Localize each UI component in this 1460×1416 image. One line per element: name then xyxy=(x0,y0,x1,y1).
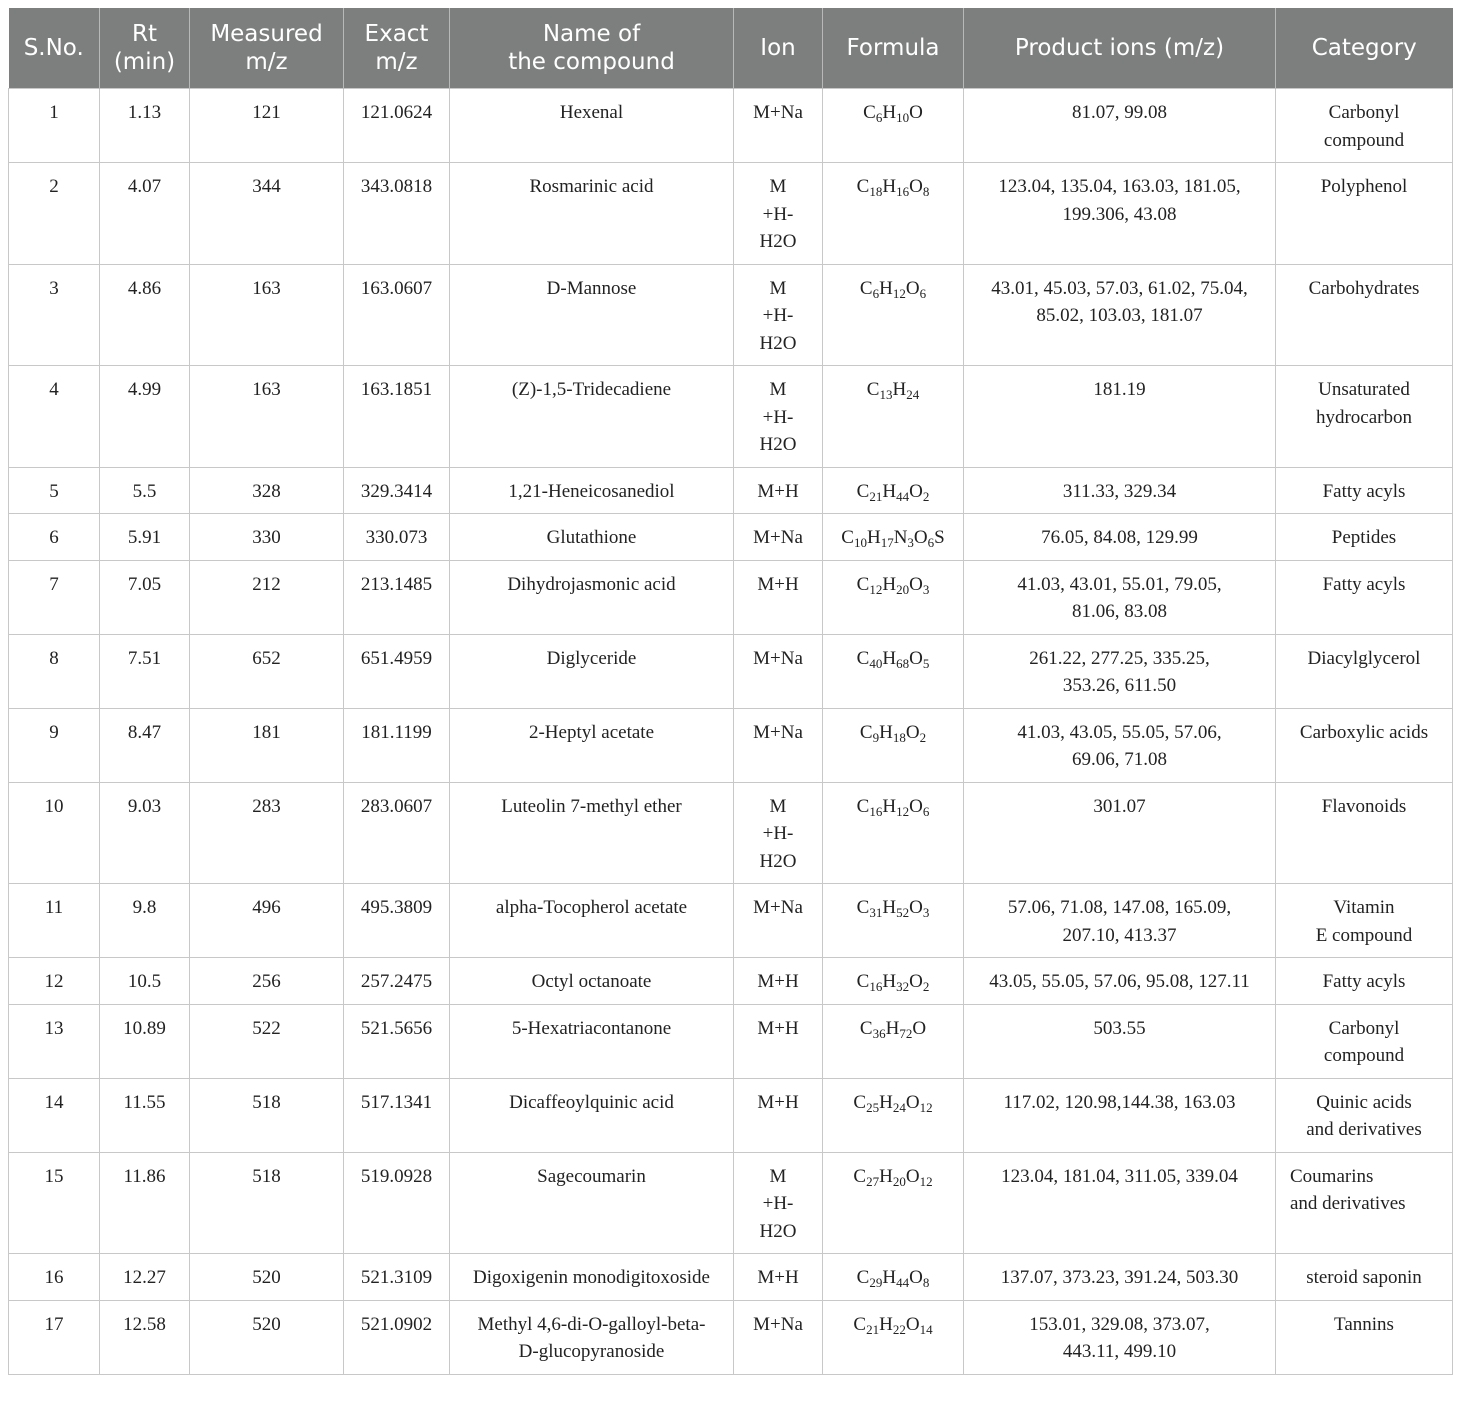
table-row xyxy=(9,514,1453,561)
cell-sno: 2 xyxy=(9,163,100,265)
table-row xyxy=(9,782,1453,884)
cell-exact: 521.5656 xyxy=(344,1004,450,1078)
cell-rt: 4.99 xyxy=(100,366,190,468)
cell-sno: 17 xyxy=(9,1300,100,1374)
cell-product-ions: 503.55 xyxy=(964,1004,1276,1078)
cell-category: Quinic acids and derivatives xyxy=(1276,1078,1453,1152)
cell-product-ions: 123.04, 135.04, 163.03, 181.05, 199.306, 43.08 xyxy=(964,163,1276,265)
cell-rt: 11.55 xyxy=(100,1078,190,1152)
cell-product-ions: 153.01, 329.08, 373.07, 443.11, 499.10 xyxy=(964,1300,1276,1374)
cell-category: Carbohydrates xyxy=(1276,264,1453,366)
cell-category: Flavonoids xyxy=(1276,782,1453,884)
cell-measured: 330 xyxy=(190,514,344,561)
cell-exact: 517.1341 xyxy=(344,1078,450,1152)
cell-exact: 163.1851 xyxy=(344,366,450,468)
cell-sno: 9 xyxy=(9,708,100,782)
cell-name: alpha-Tocopherol acetate xyxy=(450,884,734,958)
cell-rt: 12.58 xyxy=(100,1300,190,1374)
cell-rt: 1.13 xyxy=(100,89,190,163)
column-header-measured: Measured m/z xyxy=(190,8,344,89)
table-row xyxy=(9,1300,1453,1374)
cell-category: Carboxylic acids xyxy=(1276,708,1453,782)
cell-measured: 212 xyxy=(190,560,344,634)
cell-measured: 283 xyxy=(190,782,344,884)
cell-ion: M +H- H2O xyxy=(734,1152,823,1254)
cell-name: 2-Heptyl acetate xyxy=(450,708,734,782)
table-row xyxy=(9,366,1453,468)
cell-formula: $C_{13}H_{24}$ xyxy=(823,366,964,468)
cell-ion: M+Na xyxy=(734,1300,823,1374)
cell-formula: $C_{36}H_{72}O$ xyxy=(823,1004,964,1078)
cell-category: Polyphenol xyxy=(1276,163,1453,265)
cell-formula: $C_6H_{10}O$ xyxy=(823,89,964,163)
cell-measured: 163 xyxy=(190,366,344,468)
cell-product-ions: 137.07, 373.23, 391.24, 503.30 xyxy=(964,1254,1276,1301)
cell-category: Peptides xyxy=(1276,514,1453,561)
cell-ion: M +H- H2O xyxy=(734,366,823,468)
table-row xyxy=(9,1254,1453,1301)
cell-sno: 13 xyxy=(9,1004,100,1078)
cell-exact: 163.0607 xyxy=(344,264,450,366)
column-header-ion: Ion xyxy=(734,8,823,89)
cell-formula: $C_9H_{18}O_2$ xyxy=(823,708,964,782)
cell-name: Methyl 4,6-di-O-galloyl-beta- D-glucopyranoside xyxy=(450,1300,734,1374)
cell-product-ions: 301.07 xyxy=(964,782,1276,884)
column-header-name: Name of the compound xyxy=(450,8,734,89)
cell-sno: 12 xyxy=(9,958,100,1005)
cell-measured: 328 xyxy=(190,467,344,514)
cell-name: D-Mannose xyxy=(450,264,734,366)
table-header xyxy=(9,8,1453,89)
cell-ion: M+Na xyxy=(734,514,823,561)
cell-exact: 329.3414 xyxy=(344,467,450,514)
compound-table xyxy=(8,8,1453,1375)
cell-rt: 12.27 xyxy=(100,1254,190,1301)
cell-exact: 651.4959 xyxy=(344,634,450,708)
cell-category: Fatty acyls xyxy=(1276,958,1453,1005)
cell-category: Fatty acyls xyxy=(1276,467,1453,514)
cell-ion: M+Na xyxy=(734,89,823,163)
cell-name: 5-Hexatriacontanone xyxy=(450,1004,734,1078)
cell-product-ions: 41.03, 43.05, 55.05, 57.06, 69.06, 71.08 xyxy=(964,708,1276,782)
cell-formula: $C_{21}H_{44}O_2$ xyxy=(823,467,964,514)
table-row xyxy=(9,884,1453,958)
cell-product-ions: 57.06, 71.08, 147.08, 165.09, 207.10, 413.37 xyxy=(964,884,1276,958)
cell-exact: 257.2475 xyxy=(344,958,450,1005)
cell-product-ions: 261.22, 277.25, 335.25, 353.26, 611.50 xyxy=(964,634,1276,708)
column-header-sno: S.No. xyxy=(9,8,100,89)
cell-category: Tannins xyxy=(1276,1300,1453,1374)
cell-product-ions: 123.04, 181.04, 311.05, 339.04 xyxy=(964,1152,1276,1254)
cell-sno: 14 xyxy=(9,1078,100,1152)
cell-formula: $C_{12}H_{20}O_3$ xyxy=(823,560,964,634)
cell-rt: 11.86 xyxy=(100,1152,190,1254)
cell-sno: 7 xyxy=(9,560,100,634)
cell-sno: 10 xyxy=(9,782,100,884)
table-body xyxy=(9,89,1453,1375)
cell-measured: 520 xyxy=(190,1300,344,1374)
cell-measured: 496 xyxy=(190,884,344,958)
cell-rt: 7.05 xyxy=(100,560,190,634)
cell-exact: 343.0818 xyxy=(344,163,450,265)
table-row xyxy=(9,708,1453,782)
cell-measured: 256 xyxy=(190,958,344,1005)
cell-sno: 11 xyxy=(9,884,100,958)
cell-category: Carbonyl compound xyxy=(1276,89,1453,163)
cell-formula: $C_{40}H_{68}O_5$ xyxy=(823,634,964,708)
cell-rt: 5.91 xyxy=(100,514,190,561)
cell-ion: M +H- H2O xyxy=(734,264,823,366)
cell-product-ions: 117.02, 120.98,144.38, 163.03 xyxy=(964,1078,1276,1152)
cell-measured: 344 xyxy=(190,163,344,265)
cell-category: steroid saponin xyxy=(1276,1254,1453,1301)
cell-formula: $C_{16}H_{12}O_6$ xyxy=(823,782,964,884)
column-header-product-ions: Product ions (m/z) xyxy=(964,8,1276,89)
column-header-category: Category xyxy=(1276,8,1453,89)
cell-sno: 15 xyxy=(9,1152,100,1254)
column-header-formula: Formula xyxy=(823,8,964,89)
cell-rt: 4.07 xyxy=(100,163,190,265)
cell-formula: $C_{29}H_{44}O_8$ xyxy=(823,1254,964,1301)
cell-ion: M+Na xyxy=(734,884,823,958)
cell-category: Diacylglycerol xyxy=(1276,634,1453,708)
cell-category: Vitamin E compound xyxy=(1276,884,1453,958)
cell-exact: 121.0624 xyxy=(344,89,450,163)
table-row xyxy=(9,89,1453,163)
cell-product-ions: 43.05, 55.05, 57.06, 95.08, 127.11 xyxy=(964,958,1276,1005)
cell-product-ions: 76.05, 84.08, 129.99 xyxy=(964,514,1276,561)
cell-measured: 652 xyxy=(190,634,344,708)
cell-formula: $C_6H_{12}O_6$ xyxy=(823,264,964,366)
cell-sno: 8 xyxy=(9,634,100,708)
table-row xyxy=(9,264,1453,366)
cell-name: Hexenal xyxy=(450,89,734,163)
cell-rt: 9.03 xyxy=(100,782,190,884)
cell-category: Unsaturated hydrocarbon xyxy=(1276,366,1453,468)
table-row xyxy=(9,560,1453,634)
cell-sno: 3 xyxy=(9,264,100,366)
cell-rt: 10.5 xyxy=(100,958,190,1005)
cell-sno: 16 xyxy=(9,1254,100,1301)
cell-category: Fatty acyls xyxy=(1276,560,1453,634)
cell-measured: 520 xyxy=(190,1254,344,1301)
table-row xyxy=(9,467,1453,514)
cell-name: Rosmarinic acid xyxy=(450,163,734,265)
cell-formula: $C_{31}H_{52}O_3$ xyxy=(823,884,964,958)
cell-exact: 330.073 xyxy=(344,514,450,561)
cell-exact: 519.0928 xyxy=(344,1152,450,1254)
cell-ion: M +H- H2O xyxy=(734,782,823,884)
cell-formula: $C_{16}H_{32}O_2$ xyxy=(823,958,964,1005)
cell-exact: 495.3809 xyxy=(344,884,450,958)
cell-measured: 181 xyxy=(190,708,344,782)
cell-measured: 518 xyxy=(190,1152,344,1254)
cell-exact: 521.3109 xyxy=(344,1254,450,1301)
cell-product-ions: 181.19 xyxy=(964,366,1276,468)
cell-rt: 4.86 xyxy=(100,264,190,366)
header-row xyxy=(9,8,1453,89)
cell-sno: 5 xyxy=(9,467,100,514)
cell-measured: 522 xyxy=(190,1004,344,1078)
cell-rt: 10.89 xyxy=(100,1004,190,1078)
cell-exact: 283.0607 xyxy=(344,782,450,884)
cell-exact: 181.1199 xyxy=(344,708,450,782)
cell-exact: 521.0902 xyxy=(344,1300,450,1374)
cell-name: Luteolin 7-methyl ether xyxy=(450,782,734,884)
cell-formula: $C_{25}H_{24}O_{12}$ xyxy=(823,1078,964,1152)
cell-category: Carbonyl compound xyxy=(1276,1004,1453,1078)
cell-product-ions: 41.03, 43.01, 55.01, 79.05, 81.06, 83.08 xyxy=(964,560,1276,634)
table-row xyxy=(9,958,1453,1005)
column-header-rt: Rt (min) xyxy=(100,8,190,89)
cell-product-ions: 81.07, 99.08 xyxy=(964,89,1276,163)
cell-name: Sagecoumarin xyxy=(450,1152,734,1254)
column-header-exact: Exact m/z xyxy=(344,8,450,89)
cell-measured: 518 xyxy=(190,1078,344,1152)
cell-formula: $C_{18}H_{16}O_8$ xyxy=(823,163,964,265)
cell-formula: $C_{10}H_{17}N_3O_6S$ xyxy=(823,514,964,561)
cell-formula: $C_{21}H_{22}O_{14}$ xyxy=(823,1300,964,1374)
cell-name: (Z)-1,5-Tridecadiene xyxy=(450,366,734,468)
cell-sno: 4 xyxy=(9,366,100,468)
cell-measured: 121 xyxy=(190,89,344,163)
cell-name: Digoxigenin monodigitoxoside xyxy=(450,1254,734,1301)
table-row xyxy=(9,1152,1453,1254)
cell-name: Dihydrojasmonic acid xyxy=(450,560,734,634)
cell-formula: $C_{27}H_{20}O_{12}$ xyxy=(823,1152,964,1254)
cell-product-ions: 43.01, 45.03, 57.03, 61.02, 75.04, 85.02, 103.03, 181.07 xyxy=(964,264,1276,366)
cell-ion: M+H xyxy=(734,1078,823,1152)
cell-ion: M+Na xyxy=(734,708,823,782)
cell-name: Diglyceride xyxy=(450,634,734,708)
cell-name: Glutathione xyxy=(450,514,734,561)
cell-rt: 8.47 xyxy=(100,708,190,782)
cell-measured: 163 xyxy=(190,264,344,366)
cell-ion: M+H xyxy=(734,467,823,514)
cell-rt: 5.5 xyxy=(100,467,190,514)
cell-sno: 6 xyxy=(9,514,100,561)
cell-rt: 9.8 xyxy=(100,884,190,958)
table-row xyxy=(9,1078,1453,1152)
cell-name: Octyl octanoate xyxy=(450,958,734,1005)
cell-category: Coumarins and derivatives xyxy=(1276,1152,1453,1254)
cell-ion: M+H xyxy=(734,560,823,634)
cell-exact: 213.1485 xyxy=(344,560,450,634)
cell-name: Dicaffeoylquinic acid xyxy=(450,1078,734,1152)
cell-rt: 7.51 xyxy=(100,634,190,708)
cell-ion: M+H xyxy=(734,1254,823,1301)
cell-ion: M+H xyxy=(734,1004,823,1078)
cell-sno: 1 xyxy=(9,89,100,163)
cell-ion: M+H xyxy=(734,958,823,1005)
cell-ion: M +H- H2O xyxy=(734,163,823,265)
table-row xyxy=(9,1004,1453,1078)
cell-product-ions: 311.33, 329.34 xyxy=(964,467,1276,514)
cell-ion: M+Na xyxy=(734,634,823,708)
table-row xyxy=(9,634,1453,708)
table-row xyxy=(9,163,1453,265)
cell-name: 1,21-Heneicosanediol xyxy=(450,467,734,514)
